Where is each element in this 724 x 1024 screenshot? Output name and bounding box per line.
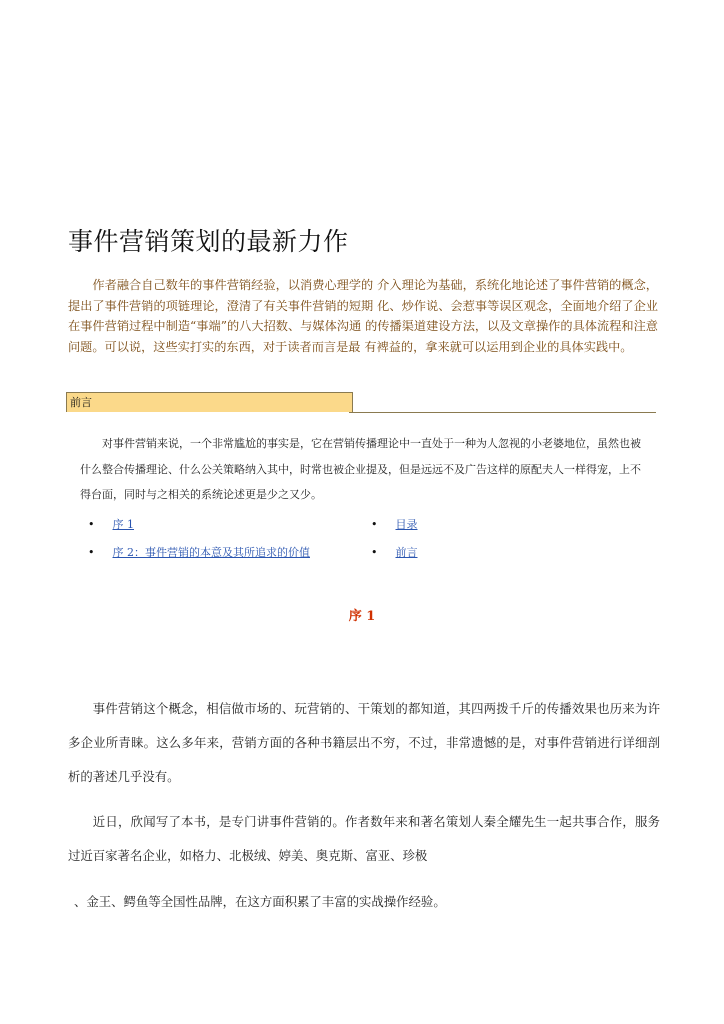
body-paragraph-2: 近日，欣闻写了本书，是专门讲事件营销的。作者数年来和著名策划人秦全耀先生一起共事合作，服务过近百家著名企业，如格力、北极绒、婷美、奥克斯、富亚、珍极 xyxy=(68,814,660,863)
toc-item xyxy=(371,516,418,532)
toc-link-foreword[interactable]: 前言 xyxy=(395,546,418,559)
section-divider xyxy=(349,412,656,413)
page-title: 事件营销策划的最新力作 xyxy=(68,227,349,256)
section-tab-preface: 前言 xyxy=(66,392,353,412)
intro-paragraph: 作者融合自己数年的事件营销经验，以消费心理学的 介入理论为基础，系统化地论述了事件营销的概念，提出了事件营销的项链理论，澄清了有关事件营销的短期 化、炒作说、会惹事等误区观念，全面地介绍了企业在事件营销过程中制造“事端”的八大招数、与媒体沟通 的传播渠道建设方法，以及文章操作的具体流程和注意问题。可以说，这些实打实的东西，对于读者而言是最 有裨益的，拿来就可以运用到企业的具体实践中。 xyxy=(68,278,658,354)
preface-paragraph: 对事件营销来说，一个非常尴尬的事实是，它在营销传播理论中一直处于一种为人忽视的小老婆地位，虽然也被什么整合传播理论、什么公关策略纳入其中，时常也被企业提及，但是远远不及广告这样的原配夫人一样得宠，上不得台面，同时与之相关的系统论述更是少之又少。 xyxy=(80,437,641,501)
toc-item xyxy=(371,544,418,560)
body-paragraph-3: 、金王、鳄鱼等全国性品牌，在这方面积累了丰富的实战操作经验。 xyxy=(74,894,446,909)
toc-link-preface-2[interactable]: 序 2：事件营销的本意及其所追求的价值 xyxy=(112,546,310,559)
toc-item xyxy=(88,516,134,532)
toc-item xyxy=(88,544,310,560)
bullet-icon: • xyxy=(88,518,95,531)
section-subheading: 序 1 xyxy=(348,609,376,624)
toc-link-preface-1[interactable]: 序 1 xyxy=(112,518,134,531)
toc-link-contents[interactable]: 目录 xyxy=(395,518,418,531)
bullet-icon: • xyxy=(88,546,95,559)
section-header xyxy=(66,392,656,413)
bullet-icon: • xyxy=(371,546,378,559)
body-paragraph-1: 事件营销这个概念，相信做市场的、玩营销的、干策划的都知道，其四两拨千斤的传播效果也历来为许多企业所青睐。这么多年来，营销方面的各种书籍层出不穷，不过，非常遗憾的是，对事件营销进行详细剖析的著述几乎没有。 xyxy=(68,701,660,784)
bullet-icon: • xyxy=(371,518,378,531)
